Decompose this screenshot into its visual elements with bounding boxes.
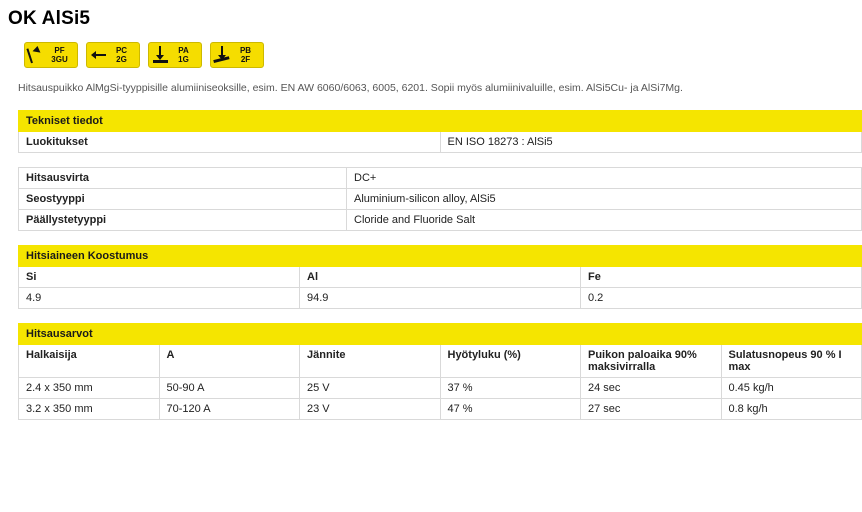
table-row <box>19 188 862 209</box>
row-value: DC+ <box>347 167 862 188</box>
cell-voltage: 25 V <box>300 377 441 398</box>
properties-section <box>0 167 862 231</box>
column-header-amperage: A <box>159 344 300 377</box>
weld-position-badge-pf <box>24 42 78 68</box>
badge-code-bottom: 2G <box>116 54 127 64</box>
cell-diameter: 2.4 x 350 mm <box>19 377 160 398</box>
weld-position-pf-icon <box>28 45 45 65</box>
badge-code-bottom: 2F <box>240 54 251 64</box>
column-header-voltage: Jännite <box>300 344 441 377</box>
table-row <box>19 209 862 230</box>
technical-data-table <box>18 110 862 153</box>
welding-values-table <box>18 323 862 420</box>
table-row <box>19 398 862 419</box>
row-value: Aluminium-silicon alloy, AlSi5 <box>347 188 862 209</box>
cell-voltage: 23 V <box>300 398 441 419</box>
table-header-row <box>19 266 862 287</box>
column-header-si: Si <box>19 266 300 287</box>
weld-position-pc-icon <box>90 45 107 65</box>
welding-values-title: Hitsausarvot <box>19 323 862 344</box>
badge-code-top: PA <box>178 45 189 55</box>
weld-position-badge-pb <box>210 42 264 68</box>
composition-section <box>0 245 862 309</box>
weld-position-pa-icon <box>152 45 169 65</box>
cell-efficiency: 47 % <box>440 398 581 419</box>
table-section-header <box>19 110 862 131</box>
composition-table <box>18 245 862 309</box>
table-row <box>19 287 862 308</box>
cell-fe: 0.2 <box>581 287 862 308</box>
page-title: OK AlSi5 <box>8 8 91 29</box>
weld-position-badge-pa <box>148 42 202 68</box>
column-header-burnoff-time: Puikon paloaika 90% maksivirralla <box>581 344 722 377</box>
table-section-header <box>19 245 862 266</box>
column-header-deposition-rate: Sulatusnopeus 90 % I max <box>721 344 862 377</box>
weld-position-badge-pc <box>86 42 140 68</box>
cell-diameter: 3.2 x 350 mm <box>19 398 160 419</box>
cell-amperage: 70-120 A <box>159 398 300 419</box>
badge-code-top: PB <box>239 45 252 55</box>
cell-si: 4.9 <box>19 287 300 308</box>
cell-al: 94.9 <box>300 287 581 308</box>
row-value: Cloride and Fluoride Salt <box>347 209 862 230</box>
table-row <box>19 131 862 152</box>
badge-code-top: PF <box>54 45 65 55</box>
composition-title: Hitsiaineen Koostumus <box>19 245 862 266</box>
table-row <box>19 167 862 188</box>
row-key: Päällystetyyppi <box>19 209 347 230</box>
badge-code-bottom: 1G <box>178 54 189 64</box>
technical-data-section <box>0 110 862 153</box>
row-key: Seostyyppi <box>19 188 347 209</box>
row-key: Luokitukset <box>19 131 441 152</box>
product-datasheet-page <box>0 8 862 512</box>
technical-data-title: Tekniset tiedot <box>19 110 862 131</box>
cell-burnoff-time: 24 sec <box>581 377 722 398</box>
table-header-row <box>19 344 862 377</box>
product-description: Hitsauspuikko AlMgSi-tyyppisille alumiiniseoksille, esim. EN AW 6060/6063, 6005, 6201. Sopii myös alumiinivaluille, esim. AlSi5Cu- ja AlSi7Mg. <box>18 82 683 94</box>
cell-efficiency: 37 % <box>440 377 581 398</box>
row-key: Hitsausvirta <box>19 167 347 188</box>
column-header-fe: Fe <box>581 266 862 287</box>
cell-deposition-rate: 0.8 kg/h <box>721 398 862 419</box>
cell-burnoff-time: 27 sec <box>581 398 722 419</box>
welding-position-badges <box>24 42 862 68</box>
column-header-diameter: Halkaisija <box>19 344 160 377</box>
welding-values-section <box>0 323 862 420</box>
badge-code-bottom: 3GU <box>51 54 68 64</box>
row-value: EN ISO 18273 : AlSi5 <box>440 131 862 152</box>
cell-amperage: 50-90 A <box>159 377 300 398</box>
table-section-header <box>19 323 862 344</box>
properties-table <box>18 167 862 231</box>
table-row <box>19 377 862 398</box>
column-header-efficiency: Hyötyluku (%) <box>440 344 581 377</box>
weld-position-pb-icon <box>214 45 231 65</box>
column-header-al: Al <box>300 266 581 287</box>
badge-code-top: PC <box>115 45 128 55</box>
cell-deposition-rate: 0.45 kg/h <box>721 377 862 398</box>
